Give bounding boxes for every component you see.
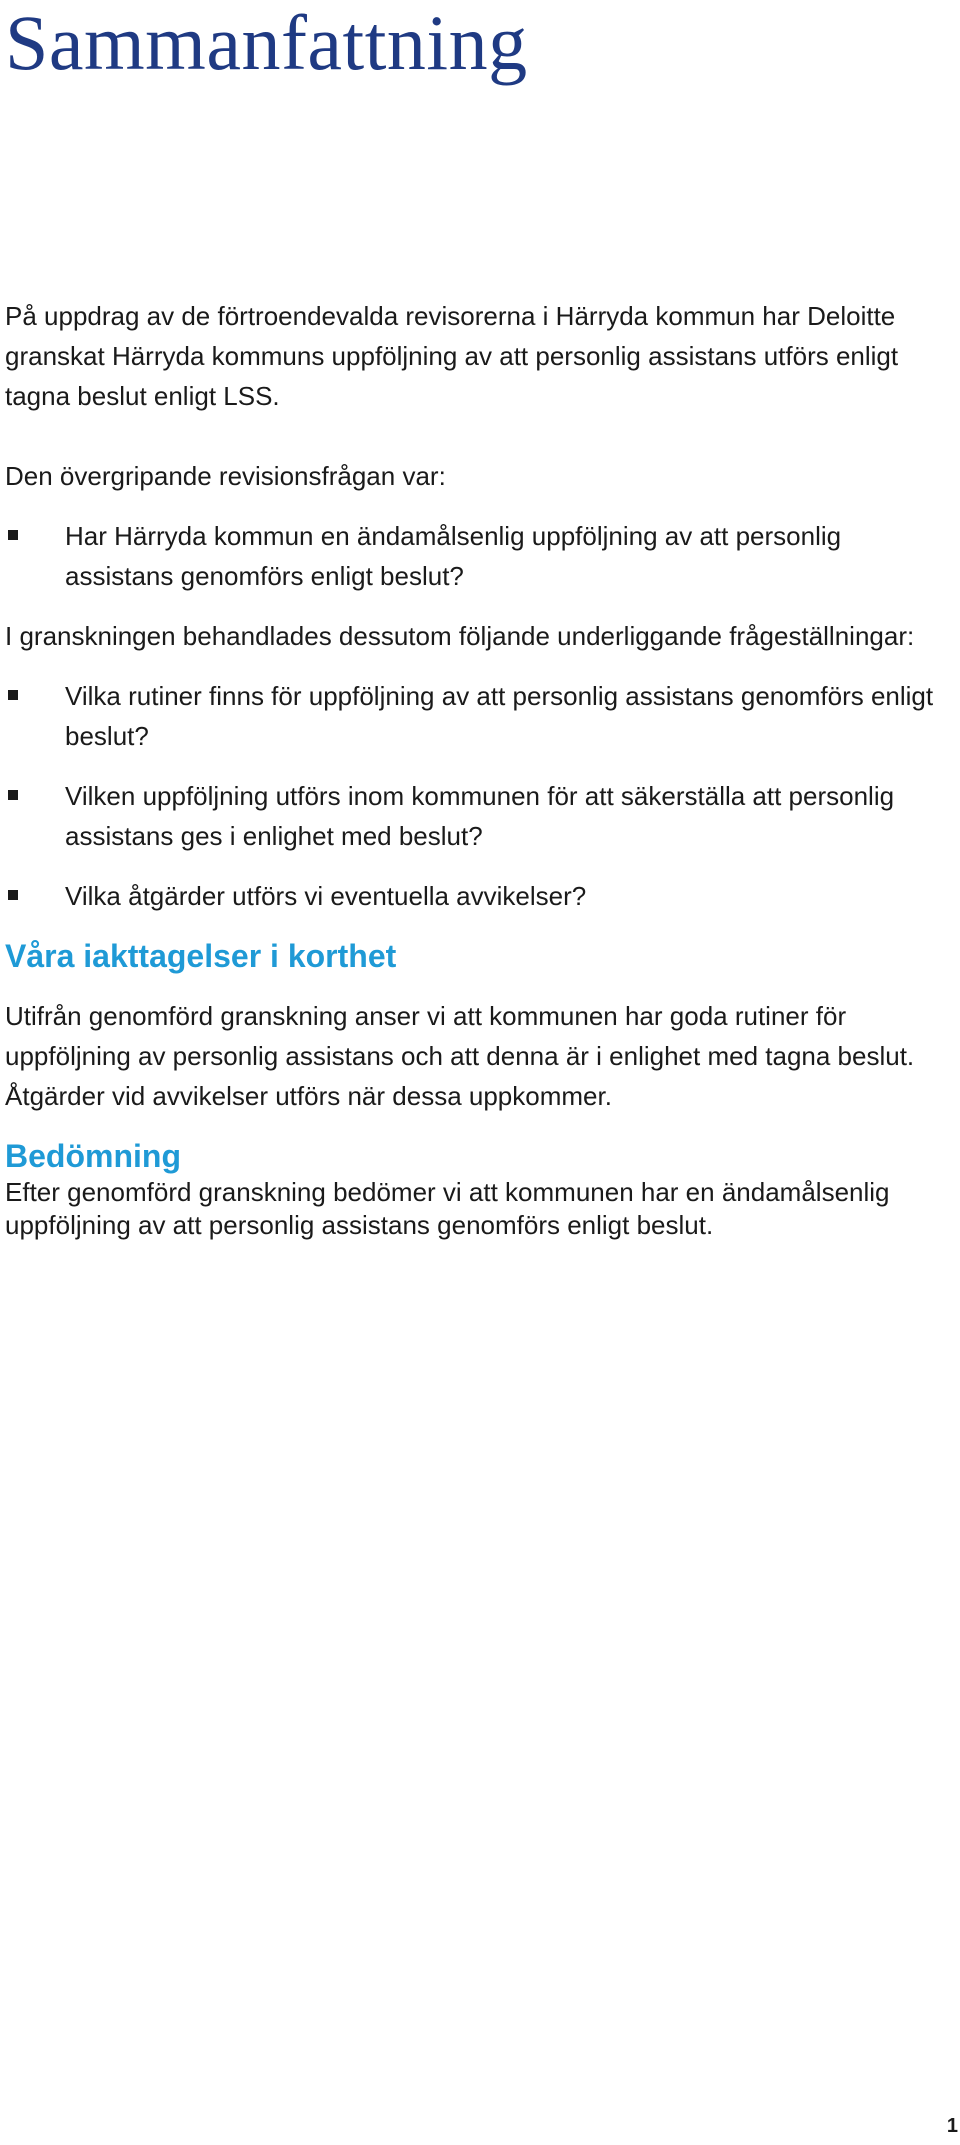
spacer	[5, 916, 950, 936]
page-title: Sammanfattning	[5, 0, 528, 86]
square-bullet-icon	[5, 676, 65, 716]
spacer	[5, 976, 950, 996]
sub-question-bullet	[5, 876, 950, 916]
spacer	[5, 596, 950, 616]
sub-question-text: Vilka rutiner finns för uppföljning av att personlig assistans genomförs enligt beslut?	[65, 681, 934, 751]
assessment-heading: Bedömning	[5, 1138, 181, 1174]
page-number: 1	[946, 2115, 958, 2137]
main-question-text: Har Härryda kommun en ändamålsenlig uppföljning av att personlig assistans genomförs enligt beslut?	[65, 521, 842, 591]
spacer	[5, 856, 950, 876]
spacer	[5, 496, 950, 516]
sub-question-bullet	[5, 776, 950, 856]
square-bullet-icon	[5, 776, 65, 816]
spacer	[5, 416, 950, 456]
sub-question-text: Vilka åtgärder utförs vi eventuella avvikelser?	[65, 881, 587, 911]
assessment-paragraph: Efter genomförd granskning bedömer vi att kommunen har en ändamålsenlig uppföljning av att personlig assistans genomförs enligt beslut.	[5, 1177, 890, 1240]
spacer	[5, 656, 950, 676]
sub-questions-lead: I granskningen behandlades dessutom följande underliggande frågeställningar:	[5, 621, 915, 651]
sub-question-text: Vilken uppföljning utförs inom kommunen för att säkerställa att personlig assistans ges i enlighet med beslut?	[65, 781, 895, 851]
main-question-bullet	[5, 516, 950, 596]
document-body	[5, 296, 950, 1242]
square-bullet-icon	[5, 516, 65, 556]
observations-paragraph: Utifrån genomförd granskning anser vi att kommunen har goda rutiner för uppföljning av personlig assistans och att denna är i enlighet med tagna beslut. Åtgärder vid avvikelser utförs när dessa uppkommer.	[5, 1001, 915, 1111]
spacer	[5, 1116, 950, 1136]
sub-question-bullet	[5, 676, 950, 756]
spacer	[5, 756, 950, 776]
intro-paragraph: På uppdrag av de förtroendevalda revisorerna i Härryda kommun har Deloitte granskat Härryda kommuns uppföljning av att personlig assistans utförs enligt tagna beslut enligt LSS.	[5, 301, 899, 411]
main-question-lead: Den övergripande revisionsfrågan var:	[5, 461, 446, 491]
observations-heading: Våra iakttagelser i korthet	[5, 938, 397, 974]
square-bullet-icon	[5, 876, 65, 916]
